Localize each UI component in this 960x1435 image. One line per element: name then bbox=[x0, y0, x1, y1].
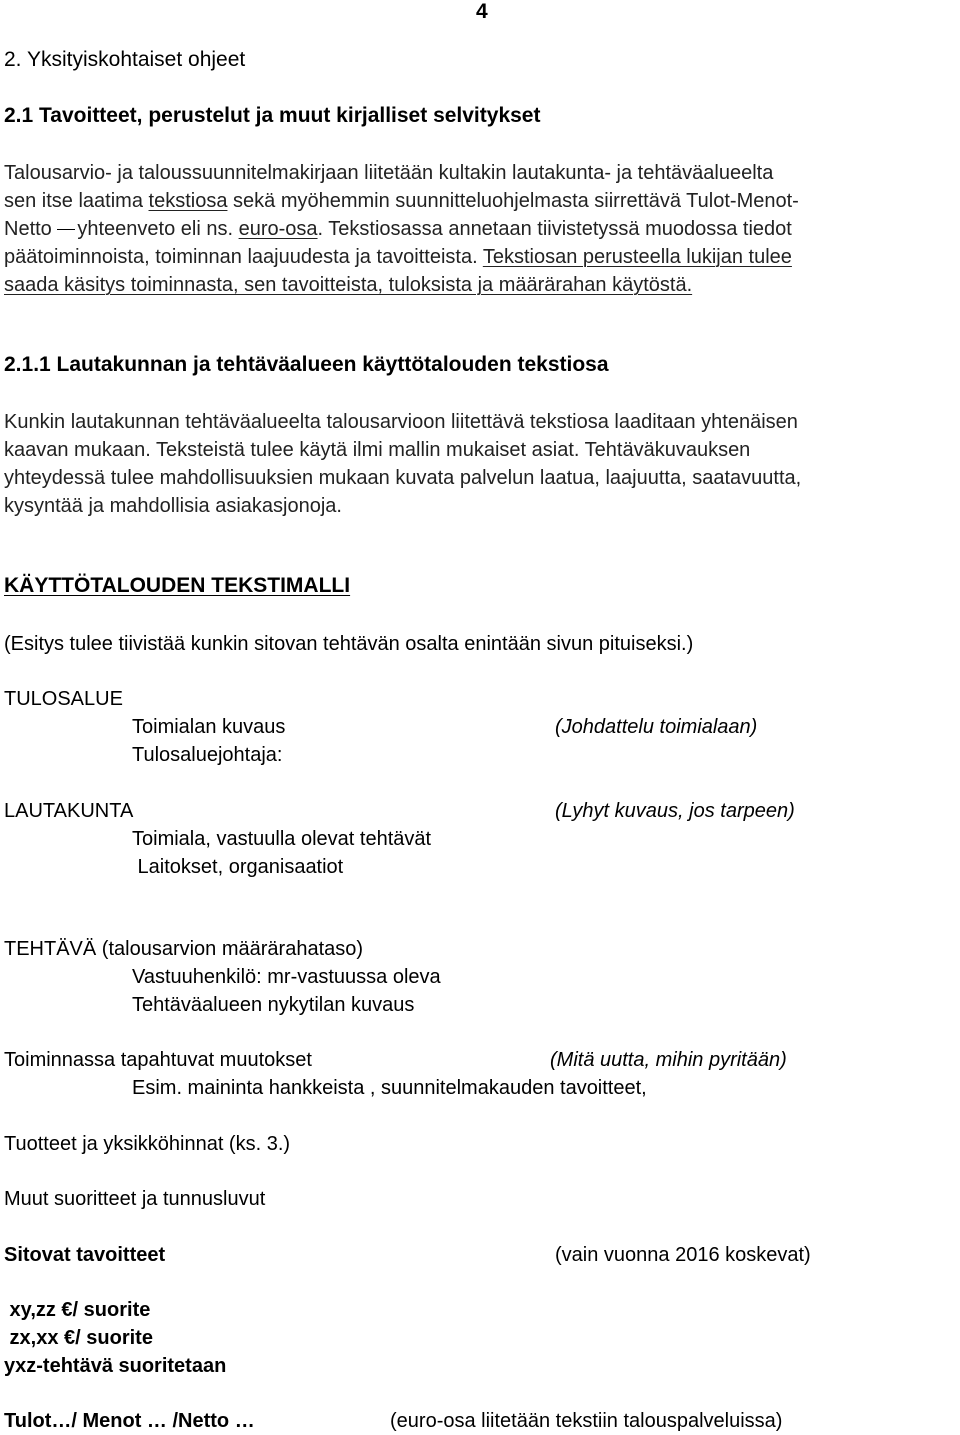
paragraph-line: päätoiminnoista, toiminnan laajuudesta ja tavoitteista. Tekstiosan perusteella lukijan tulee bbox=[4, 246, 792, 268]
item-yxz: yxz-tehtävä suoritetaan bbox=[4, 1355, 227, 1377]
heading-section-2-1-1: 2.1.1 Lautakunnan ja tehtäväalueen käyttötalouden tekstiosa bbox=[4, 353, 609, 376]
label-esim: Esim. maininta hankkeista , suunnitelmakauden tavoitteet, bbox=[132, 1077, 647, 1099]
paragraph-line: yhteydessä tulee mahdollisuuksien mukaan kuvata palvelun laatua, laajuutta, saatavuutta, bbox=[4, 467, 802, 489]
model-note: (Esitys tulee tiivistää kunkin sitovan tehtävän osalta enintään sivun pituiseksi.) bbox=[4, 633, 694, 655]
label-sitovat: Sitovat tavoitteet bbox=[4, 1244, 166, 1266]
label-tehtava: TEHTÄVÄ (talousarvion määrärahataso) bbox=[4, 938, 364, 960]
label-vastuuhenkilo: Vastuuhenkilö: mr-vastuussa oleva bbox=[132, 966, 441, 988]
label-tuotteet: Tuotteet ja yksikköhinnat (ks. 3.) bbox=[4, 1133, 291, 1155]
note-euro-osa: (euro-osa liitetään tekstiin talouspalveluissa) bbox=[390, 1410, 783, 1432]
label-tulosalue: TULOSALUE bbox=[4, 688, 123, 710]
item-zx: zx,xx €/ suorite bbox=[4, 1327, 153, 1349]
heading-main: 2. Yksityiskohtaiset ohjeet bbox=[4, 48, 246, 71]
label-tulot: Tulot…/ Menot … /Netto … bbox=[4, 1410, 255, 1432]
note-mita-uutta: (Mitä uutta, mihin pyritään) bbox=[550, 1049, 787, 1071]
item-xy: xy,zz €/ suorite bbox=[4, 1299, 151, 1321]
paragraph-line: kysyntää ja mahdollisia asiakasjonoja. bbox=[4, 495, 342, 517]
note-lyhyt-kuvaus: (Lyhyt kuvaus, jos tarpeen) bbox=[555, 800, 795, 822]
label-tulosaluejohtaja: Tulosaluejohtaja: bbox=[132, 744, 283, 766]
underline-dash bbox=[57, 229, 75, 230]
label-laitokset: Laitokset, organisaatiot bbox=[132, 856, 344, 878]
note-vain-2016: (vain vuonna 2016 koskevat) bbox=[555, 1244, 811, 1266]
paragraph-body bbox=[4, 408, 801, 520]
label-nykytila: Tehtäväalueen nykytilan kuvaus bbox=[132, 994, 415, 1016]
label-muut: Muut suoritteet ja tunnusluvut bbox=[4, 1188, 266, 1210]
label-muutokset: Toiminnassa tapahtuvat muutokset bbox=[4, 1049, 312, 1071]
note-johdattelu: (Johdattelu toimialaan) bbox=[555, 716, 758, 738]
paragraph-line: sen itse laatima tekstiosa sekä myöhemmin suunnitteluohjelmasta siirrettävä Tulot-Menot- bbox=[4, 190, 799, 212]
label-toimiala: Toimiala, vastuulla olevat tehtävät bbox=[132, 828, 432, 850]
paragraph-line: saada käsitys toiminnasta, sen tavoitteista, tuloksista ja määrärahan käytöstä. bbox=[4, 274, 693, 296]
label-lautakunta: LAUTAKUNTA bbox=[4, 800, 134, 822]
link-tekstiosa: tekstiosa bbox=[148, 190, 228, 212]
model-title: KÄYTTÖTALOUDEN TEKSTIMALLI bbox=[4, 574, 351, 597]
page-number: 4 bbox=[476, 0, 488, 23]
paragraph-intro bbox=[4, 159, 799, 299]
paragraph-line: Netto yhteenveto eli ns. euro-osa. Tekstiosassa annetaan tiivistetyssä muodossa tiedot bbox=[4, 218, 792, 240]
paragraph-line: Kunkin lautakunnan tehtäväalueelta talousarvioon liitettävä tekstiosa laaditaan yhtenäisen bbox=[4, 411, 798, 433]
label-toimialan-kuvaus: Toimialan kuvaus bbox=[132, 716, 286, 738]
paragraph-line: Talousarvio- ja taloussuunnitelmakirjaan liitetään kultakin lautakunta- ja tehtäväalueelta bbox=[4, 162, 774, 184]
heading-section-2-1: 2.1 Tavoitteet, perustelut ja muut kirjalliset selvitykset bbox=[4, 104, 541, 127]
paragraph-line: kaavan mukaan. Teksteistä tulee käytä ilmi mallin mukaiset asiat. Tehtäväkuvauksen bbox=[4, 439, 751, 461]
link-euro-osa: euro-osa bbox=[238, 218, 318, 240]
